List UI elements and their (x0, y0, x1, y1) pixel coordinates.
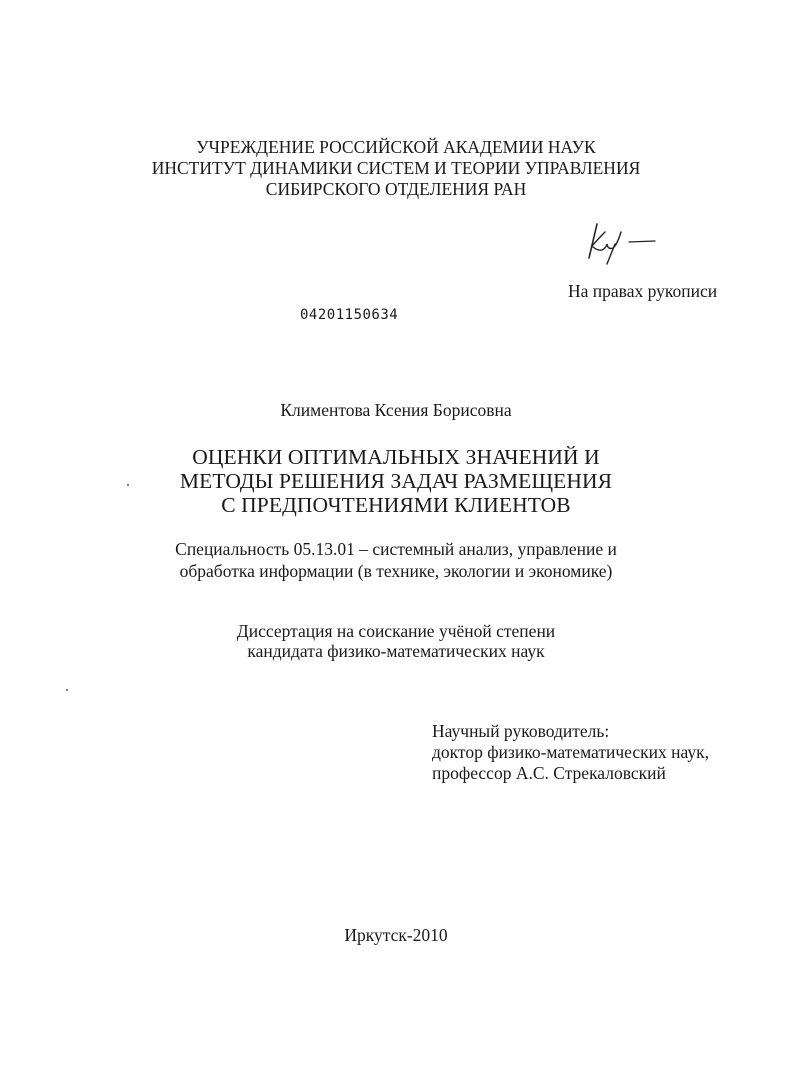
dissertation-title-line-2: МЕТОДЫ РЕШЕНИЯ ЗАДАЧ РАЗМЕЩЕНИЯ (179, 469, 613, 493)
stamp-number: 04201150634 (300, 307, 399, 323)
handwritten-signature (585, 220, 660, 266)
scan-speck (127, 484, 129, 486)
institution-line-3: СИБИРСКОГО ОТДЕЛЕНИЯ РАН (265, 179, 527, 199)
institution-line-1: УЧРЕЖДЕНИЕ РОССИЙСКОЙ АКАДЕМИИ НАУК (196, 137, 596, 157)
scan-speck (66, 689, 68, 691)
author-name: Климентова Ксения Борисовна (280, 400, 512, 420)
dissertation-title-line-3: С ПРЕДПОЧТЕНИЯМИ КЛИЕНТОВ (221, 493, 571, 517)
supervisor-degree: доктор физико-математических наук, (432, 742, 709, 762)
specialty-line-2: обработка информации (в технике, экологии и экономике) (179, 561, 613, 581)
manuscript-rights-note: На правах рукописи (568, 281, 718, 301)
specialty-line-1: Специальность 05.13.01 – системный анализ, управление и (175, 539, 617, 559)
degree-line-1: Диссертация на соискание учёной степени (236, 621, 556, 641)
supervisor-name: профессор А.С. Стрекаловский (432, 763, 666, 783)
dissertation-title-line-1: ОЦЕНКИ ОПТИМАЛЬНЫХ ЗНАЧЕНИЙ И (192, 445, 600, 469)
institution-line-2: ИНСТИТУТ ДИНАМИКИ СИСТЕМ И ТЕОРИИ УПРАВЛЕНИЯ (151, 158, 641, 178)
degree-line-2: кандидата физико-математических наук (247, 641, 545, 661)
city-year: Иркутск-2010 (344, 925, 448, 945)
supervisor-label: Научный руководитель: (432, 721, 610, 741)
